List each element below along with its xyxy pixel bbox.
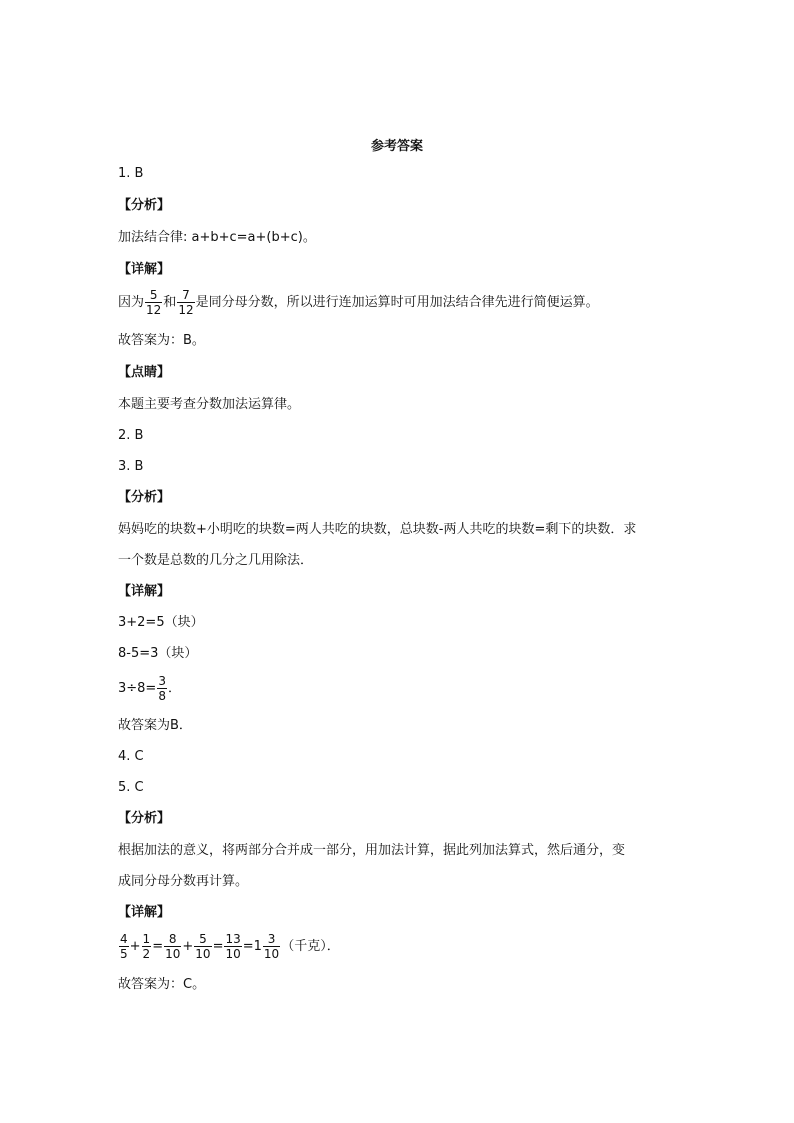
equals-sign: = bbox=[152, 939, 164, 954]
q1-analysis-label: 【分析】 bbox=[118, 198, 171, 213]
fraction-denominator: 10 bbox=[263, 947, 280, 961]
q1-comment-text: 本题主要考查分数加法运算律。 bbox=[118, 397, 301, 412]
q5-equation bbox=[118, 932, 340, 962]
q5-analysis-label: 【分析】 bbox=[118, 811, 171, 826]
q5-fraction-3-10 bbox=[263, 932, 280, 961]
fraction-numerator: 3 bbox=[158, 674, 166, 688]
q5-conclusion: 故答案为：C。 bbox=[118, 977, 206, 992]
fraction-numerator: 13 bbox=[225, 932, 241, 946]
q1-comment-label: 【点睛】 bbox=[118, 365, 171, 380]
q3-step1: 3+2=5（块） bbox=[118, 615, 204, 630]
q5-analysis-line1: 根据加法的意义，将两部分合并成一部分，用加法计算，据此列加法算式，然后通分，变 bbox=[118, 843, 626, 858]
fraction-numerator: 1 bbox=[142, 932, 151, 946]
q5-fraction-13-10 bbox=[224, 932, 241, 961]
equals-sign: = bbox=[212, 939, 224, 954]
fraction-numerator: 8 bbox=[164, 932, 181, 947]
q1-detail-line bbox=[118, 288, 599, 318]
q3-step3-post: ． bbox=[167, 681, 181, 696]
q1-fraction-7-12 bbox=[177, 288, 194, 317]
fraction-denominator: 10 bbox=[165, 947, 181, 961]
q5-detail-label: 【详解】 bbox=[118, 905, 171, 920]
fraction-numerator: 3 bbox=[263, 932, 280, 947]
q1-fraction-5-12 bbox=[145, 288, 162, 317]
q5-fraction-5-10 bbox=[194, 932, 211, 961]
fraction-denominator: 10 bbox=[225, 947, 241, 961]
fraction-numerator: 5 bbox=[145, 288, 162, 303]
page-title: 参考答案 bbox=[370, 139, 423, 154]
q1-detail-post: 是同分母分数，所以进行连加运算时可用加法结合律先进行简便运算。 bbox=[195, 295, 599, 310]
q3-step2: 8-5=3（块） bbox=[118, 646, 198, 661]
q5-answer: 5. C bbox=[118, 780, 144, 795]
q1-analysis-text: 加法结合律: a+b+c=a+(b+c)。 bbox=[118, 230, 316, 245]
q2-answer: 2. B bbox=[118, 428, 144, 443]
fraction-numerator: 4 bbox=[120, 932, 128, 946]
equals-one: =1 bbox=[242, 939, 262, 954]
fraction-denominator: 5 bbox=[120, 947, 128, 961]
q1-detail-pre: 因为 bbox=[118, 295, 145, 310]
fraction-denominator: 2 bbox=[142, 947, 151, 961]
q3-fraction-3-8 bbox=[157, 674, 167, 703]
q3-analysis-line2: 一个数是总数的几分之几用除法． bbox=[118, 553, 314, 568]
q1-answer: 1. B bbox=[118, 166, 144, 181]
q3-answer: 3. B bbox=[118, 459, 144, 474]
fraction-denominator: 12 bbox=[146, 303, 162, 317]
fraction-denominator: 8 bbox=[158, 689, 166, 703]
q3-analysis-label: 【分析】 bbox=[118, 490, 171, 505]
q3-detail-label: 【详解】 bbox=[118, 584, 171, 599]
q5-fraction-4-5 bbox=[119, 932, 129, 961]
q3-step3 bbox=[118, 674, 181, 704]
fraction-denominator: 10 bbox=[195, 947, 211, 961]
fraction-numerator: 7 bbox=[177, 288, 194, 303]
q1-detail-label: 【详解】 bbox=[118, 262, 171, 277]
q1-detail-and: 和 bbox=[163, 295, 177, 310]
q5-analysis-line2: 成同分母分数再计算。 bbox=[118, 874, 249, 889]
fraction-denominator: 12 bbox=[178, 303, 194, 317]
q3-conclusion: 故答案为B． bbox=[118, 718, 192, 733]
q1-conclusion: 故答案为：B。 bbox=[118, 333, 205, 348]
q3-analysis-line1: 妈妈吃的块数+小明吃的块数=两人共吃的块数，总块数-两人共吃的块数=剩下的块数．求 bbox=[118, 522, 637, 537]
unit-kg: （千克）． bbox=[281, 939, 340, 954]
q4-answer: 4. C bbox=[118, 749, 144, 764]
plus-sign: + bbox=[182, 939, 194, 954]
q5-fraction-1-2 bbox=[142, 932, 152, 961]
plus-sign: + bbox=[129, 939, 141, 954]
q3-step3-pre: 3÷8= bbox=[118, 681, 157, 696]
q5-fraction-8-10 bbox=[164, 932, 181, 961]
fraction-numerator: 5 bbox=[194, 932, 211, 947]
